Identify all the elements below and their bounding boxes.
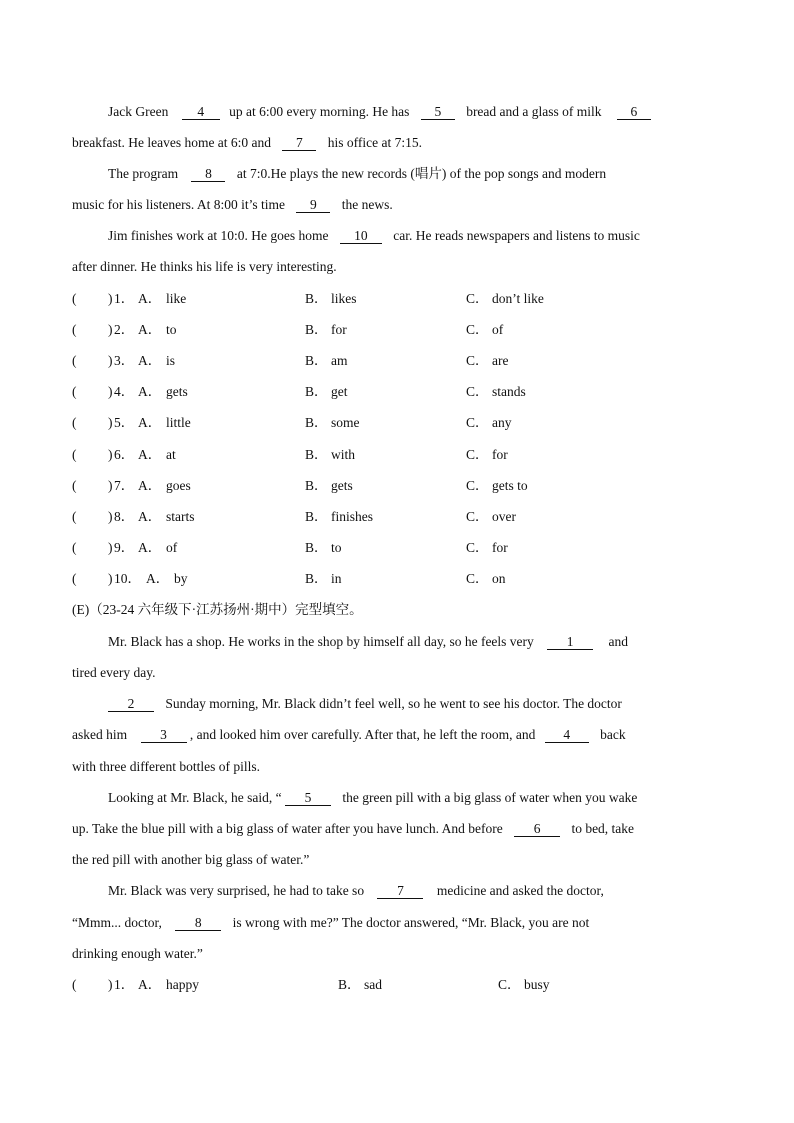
text-segment: back	[600, 727, 626, 742]
blank-e5[interactable]: 5	[285, 791, 331, 806]
option-c[interactable]: any	[492, 415, 512, 430]
option-a-label: A．	[138, 977, 162, 992]
option-a-label: A．	[138, 384, 162, 399]
blank-e7[interactable]: 7	[377, 884, 423, 899]
option-a-label: A．	[138, 415, 162, 430]
question-number: 4．	[114, 384, 135, 399]
option-a[interactable]: to	[166, 322, 177, 337]
answer-paren-open[interactable]: (	[72, 540, 77, 555]
passage1-line3	[108, 166, 606, 182]
text-segment: Jack Green	[108, 104, 169, 119]
option-c[interactable]: for	[492, 447, 508, 462]
option-b[interactable]: some	[331, 415, 360, 430]
option-b[interactable]: for	[331, 322, 347, 337]
option-a-label: A．	[138, 353, 162, 368]
blank-6[interactable]: 6	[617, 105, 651, 120]
text-segment: is wrong with me?” The doctor answered, “Mr. Black, you are not	[232, 915, 590, 930]
text-segment: The program	[108, 166, 179, 181]
option-c[interactable]: busy	[524, 977, 550, 992]
option-a-label: A．	[146, 571, 170, 586]
option-a-label: A．	[138, 540, 162, 555]
question-number: 7．	[114, 478, 135, 493]
passage1-line6	[72, 259, 337, 275]
question-number: 2．	[114, 322, 135, 337]
answer-paren-open[interactable]: (	[72, 509, 77, 524]
text-segment: his office at 7:15.	[327, 135, 423, 150]
option-a[interactable]: gets	[166, 384, 188, 399]
option-a-label: A．	[138, 291, 162, 306]
blank-e8[interactable]: 8	[175, 916, 221, 931]
question-number: 6．	[114, 447, 135, 462]
answer-paren-open[interactable]: (	[72, 977, 77, 992]
question-number: 3．	[114, 353, 135, 368]
blank-9[interactable]: 9	[296, 198, 330, 213]
text-segment: the green pill with a big glass of water when you wake	[342, 790, 638, 805]
option-c[interactable]: don’t like	[492, 291, 544, 306]
option-a[interactable]: starts	[166, 509, 195, 524]
blank-8[interactable]: 8	[191, 167, 225, 182]
text-segment: Looking at Mr. Black, he said, “	[108, 790, 282, 805]
answer-paren-close: )	[108, 447, 113, 462]
answer-paren-close: )	[108, 384, 113, 399]
option-c-label: C．	[466, 291, 489, 306]
section-e-line6	[108, 790, 637, 806]
answer-paren-open[interactable]: (	[72, 384, 77, 399]
option-c[interactable]: stands	[492, 384, 526, 399]
answer-paren-close: )	[108, 353, 113, 368]
blank-4[interactable]: 4	[182, 105, 220, 120]
section-e-line2	[72, 665, 155, 681]
option-a-label: A．	[138, 509, 162, 524]
blank-e3[interactable]: 3	[141, 728, 187, 743]
option-b-label: B．	[305, 571, 328, 586]
text-segment: Mr. Black was very surprised, he had to take so	[108, 883, 365, 898]
option-b-label: B．	[305, 291, 328, 306]
option-b[interactable]: in	[331, 571, 342, 586]
option-c-label: C．	[466, 571, 489, 586]
option-a-label: A．	[138, 478, 162, 493]
blank-e1[interactable]: 1	[547, 635, 593, 650]
question-number: 8．	[114, 509, 135, 524]
option-b-label: B．	[338, 977, 361, 992]
text-segment: after dinner. He thinks his life is very interesting.	[72, 259, 337, 274]
answer-paren-open[interactable]: (	[72, 291, 77, 306]
text-segment: medicine and asked the doctor,	[436, 883, 604, 898]
option-a-label: A．	[138, 447, 162, 462]
text-segment: car. He reads newspapers and listens to music	[393, 228, 640, 243]
option-a[interactable]: goes	[166, 478, 191, 493]
option-c-label: C．	[466, 540, 489, 555]
answer-paren-close: )	[108, 478, 113, 493]
question-number: 1．	[114, 291, 135, 306]
answer-paren-close: )	[108, 322, 113, 337]
option-b-label: B．	[305, 384, 328, 399]
option-a-label: A．	[138, 322, 162, 337]
option-c-label: C．	[466, 415, 489, 430]
text-segment: and	[608, 634, 629, 649]
answer-paren-close: )	[108, 571, 113, 586]
question-number: 9．	[114, 540, 135, 555]
option-c-label: C．	[466, 322, 489, 337]
question-number: 10．	[114, 571, 141, 586]
option-a[interactable]: of	[166, 540, 178, 555]
question-number: 1．	[114, 977, 135, 992]
section-e-line4	[72, 727, 626, 743]
section-e-line8	[72, 852, 309, 868]
text-segment: music for his listeners. At 8:00 it’s time	[72, 197, 285, 212]
section-e-line9	[108, 883, 604, 899]
section-e-line3	[108, 696, 622, 712]
option-b-label: B．	[305, 478, 328, 493]
answer-paren-close: )	[108, 977, 113, 992]
option-c[interactable]: are	[492, 353, 509, 368]
blank-10[interactable]: 10	[340, 229, 382, 244]
answer-paren-close: )	[108, 540, 113, 555]
option-b[interactable]: to	[331, 540, 342, 555]
option-b[interactable]: likes	[331, 291, 357, 306]
option-a[interactable]: happy	[166, 977, 199, 992]
option-b[interactable]: with	[331, 447, 356, 462]
text-segment: “Mmm... doctor,	[72, 915, 162, 930]
answer-paren-close: )	[108, 509, 113, 524]
text-segment: drinking enough water.”	[72, 946, 203, 961]
option-c[interactable]: gets to	[492, 478, 528, 493]
text-segment: Jim finishes work at 10:0. He goes home	[108, 228, 329, 243]
option-b-label: B．	[305, 353, 328, 368]
option-c-label: C．	[466, 478, 489, 493]
option-c-label: C．	[466, 384, 489, 399]
text-segment: the red pill with another big glass of water.”	[72, 852, 310, 867]
passage1-line1	[108, 104, 651, 120]
answer-paren-open[interactable]: (	[72, 478, 77, 493]
text-segment: , and looked him over carefully. After that, he left the room, and	[189, 727, 536, 742]
text-segment: asked him	[72, 727, 128, 742]
answer-paren-open[interactable]: (	[72, 353, 77, 368]
text-segment: with three different bottles of pills.	[72, 759, 260, 774]
blank-e4[interactable]: 4	[545, 728, 589, 743]
blank-e6[interactable]: 6	[514, 822, 560, 837]
option-c[interactable]: for	[492, 540, 508, 555]
text-segment: breakfast. He leaves home at 6:0 and	[72, 135, 272, 150]
option-b[interactable]: finishes	[331, 509, 373, 524]
answer-paren-close: )	[108, 415, 113, 430]
option-a[interactable]: little	[166, 415, 191, 430]
option-b-label: B．	[305, 322, 328, 337]
option-b-label: B．	[305, 509, 328, 524]
option-c-label: C．	[498, 977, 521, 992]
section-e-line11	[72, 946, 203, 962]
answer-paren-open[interactable]: (	[72, 447, 77, 462]
option-a[interactable]: by	[174, 571, 188, 586]
text-segment: tired every day.	[72, 665, 156, 680]
passage1-line5	[108, 228, 640, 244]
option-c-label: C．	[466, 353, 489, 368]
option-c-label: C．	[466, 447, 489, 462]
answer-paren-close: )	[108, 291, 113, 306]
text-segment: Sunday morning, Mr. Black didn’t feel well, so he went to see his doctor. The doctor	[165, 696, 622, 711]
blank-7[interactable]: 7	[282, 136, 316, 151]
option-a[interactable]: like	[166, 291, 187, 306]
question-number: 5．	[114, 415, 135, 430]
section-e-line7	[72, 821, 634, 837]
option-a[interactable]: at	[166, 447, 176, 462]
option-b-label: B．	[305, 540, 328, 555]
option-b[interactable]: get	[331, 384, 348, 399]
option-b-label: B．	[305, 415, 328, 430]
text-segment: up. Take the blue pill with a big glass of water after you have lunch. And before	[72, 821, 503, 836]
passage1-line4	[72, 197, 393, 213]
answer-paren-open[interactable]: (	[72, 571, 77, 586]
section-e-line5	[72, 759, 260, 775]
option-b[interactable]: am	[331, 353, 348, 368]
option-c[interactable]: of	[492, 322, 504, 337]
option-b[interactable]: gets	[331, 478, 353, 493]
text-segment: bread and a glass of milk	[466, 104, 602, 119]
option-c[interactable]: over	[492, 509, 516, 524]
text-segment: the news.	[341, 197, 393, 212]
option-c[interactable]: on	[492, 571, 506, 586]
blank-5[interactable]: 5	[421, 105, 455, 120]
text-segment: Mr. Black has a shop. He works in the shop by himself all day, so he feels very	[108, 634, 534, 649]
answer-paren-open[interactable]: (	[72, 322, 77, 337]
blank-e2[interactable]: 2	[108, 697, 154, 712]
option-c-label: C．	[466, 509, 489, 524]
answer-paren-open[interactable]: (	[72, 415, 77, 430]
text-segment: up at 6:00 every morning. He has	[229, 104, 410, 119]
text-segment: to bed, take	[571, 821, 635, 836]
option-b-label: B．	[305, 447, 328, 462]
text-segment: at 7:0.He plays the new records (唱片) of the pop songs and modern	[236, 166, 607, 181]
section-e-line1	[108, 634, 628, 650]
section-e-line10	[72, 915, 589, 931]
section-e-heading: (E)（23-24 六年级下·江苏扬州·期中）完型填空。	[72, 602, 363, 617]
option-a[interactable]: is	[166, 353, 176, 368]
option-b[interactable]: sad	[364, 977, 382, 992]
passage1-line2	[72, 135, 422, 151]
